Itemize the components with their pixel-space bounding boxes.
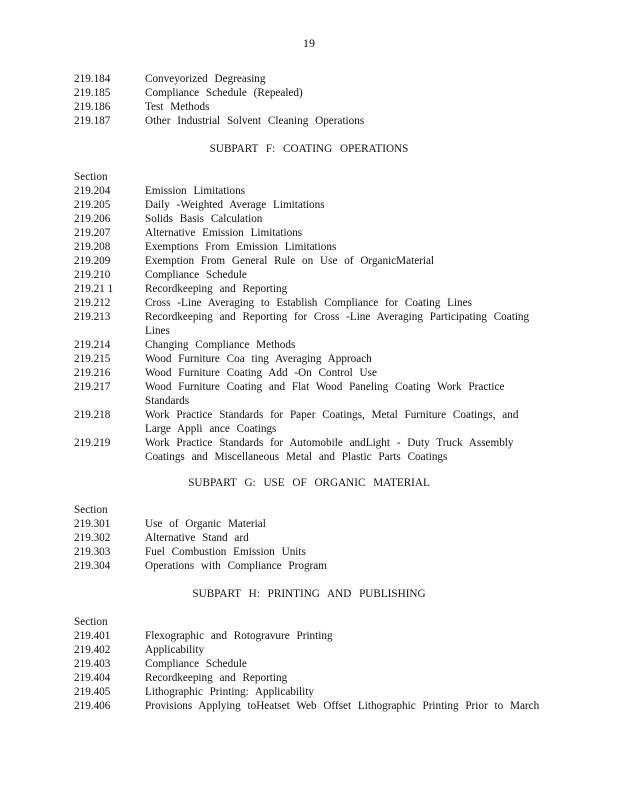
list-item bbox=[74, 352, 544, 366]
section-title: Wood Furniture Coa ting Averaging Approach bbox=[145, 353, 372, 365]
subpart-f-list bbox=[74, 170, 544, 464]
list-item bbox=[74, 254, 544, 268]
list-item bbox=[74, 366, 544, 380]
list-item bbox=[74, 296, 544, 310]
section-number: 219.301 bbox=[74, 518, 111, 530]
list-item bbox=[74, 517, 544, 531]
section-number: 219.21 1 bbox=[74, 283, 114, 295]
list-item bbox=[74, 380, 544, 408]
list-item bbox=[74, 198, 544, 212]
section-title: Use of Organic Material bbox=[145, 518, 266, 530]
section-title: Operations with Compliance Program bbox=[145, 560, 327, 572]
section-title: Recordkeeping and Reporting bbox=[145, 283, 288, 295]
subpart-h-list bbox=[74, 615, 544, 713]
section-title: Wood Furniture Coating Add -On Control Use bbox=[145, 367, 377, 379]
list-item bbox=[74, 310, 544, 338]
section-title: Exemptions From Emission Limitations bbox=[145, 241, 337, 253]
list-item bbox=[74, 268, 544, 282]
section-number: 219.208 bbox=[74, 241, 111, 253]
list-item bbox=[74, 114, 544, 128]
list-item bbox=[74, 545, 544, 559]
section-number: 219.214 bbox=[74, 339, 111, 351]
section-number: 219.302 bbox=[74, 532, 111, 544]
list-item bbox=[74, 72, 544, 86]
section-number: 219.187 bbox=[74, 115, 111, 127]
subpart-g-list bbox=[74, 503, 544, 573]
section-title: Provisions Applying toHeatset Web Offset Lithographic Printing Prior to March bbox=[145, 700, 540, 712]
section-number: 219.207 bbox=[74, 227, 111, 239]
section-title: Solids Basis Calculation bbox=[145, 213, 263, 225]
list-item bbox=[74, 184, 544, 198]
list-item bbox=[74, 436, 544, 464]
section-number: 219.185 bbox=[74, 87, 111, 99]
section-number: 219.218 bbox=[74, 409, 111, 421]
section-number: 219.403 bbox=[74, 658, 111, 670]
section-title: Emission Limitations bbox=[145, 185, 246, 197]
section-number: 219.206 bbox=[74, 213, 111, 225]
section-title: Alternative Stand ard bbox=[145, 532, 249, 544]
subpart-h-heading: SUBPART H: PRINTING AND PUBLISHING bbox=[192, 588, 426, 600]
section-number: 219.404 bbox=[74, 672, 111, 684]
list-item bbox=[74, 657, 544, 671]
section-number: 219.213 bbox=[74, 311, 111, 323]
section-number: 219.402 bbox=[74, 644, 111, 656]
section-number: 219.212 bbox=[74, 297, 111, 309]
section-title: Recordkeeping and Reporting bbox=[145, 672, 288, 684]
section-number: 219.215 bbox=[74, 353, 111, 365]
section-number: 219.303 bbox=[74, 546, 111, 558]
section-title: Flexographic and Rotogravure Printing bbox=[145, 630, 333, 642]
section-title: Lithographic Printing: Applicability bbox=[145, 686, 314, 698]
section-number: 219.217 bbox=[74, 381, 111, 393]
section-title: Alternative Emission Limitations bbox=[145, 227, 303, 239]
top-section-list bbox=[74, 72, 544, 128]
section-title: Other Industrial Solvent Cleaning Operations bbox=[145, 115, 365, 127]
section-number: 219.186 bbox=[74, 101, 111, 113]
section-number: 219.204 bbox=[74, 185, 111, 197]
list-item bbox=[74, 226, 544, 240]
list-item bbox=[74, 699, 544, 713]
section-label: Section bbox=[74, 504, 108, 516]
list-item bbox=[74, 559, 544, 573]
section-title: Changing Compliance Methods bbox=[145, 339, 296, 351]
section-title: Applicability bbox=[145, 644, 205, 656]
subpart-f-heading: SUBPART F: COATING OPERATIONS bbox=[209, 143, 409, 155]
list-item bbox=[74, 240, 544, 254]
section-label: Section bbox=[74, 171, 108, 183]
list-item bbox=[74, 531, 544, 545]
section-title: Exemption From General Rule on Use of OrganicMaterial bbox=[145, 255, 435, 267]
section-title: Work Practice Standards for Automobile andLight - Duty Truck Assembly Coatings and Miscellaneous Metal and Plastic Parts Coatings bbox=[145, 437, 514, 463]
section-title: Compliance Schedule bbox=[145, 658, 247, 670]
section-title: Work Practice Standards for Paper Coatings, Metal Furniture Coatings, and Large Appli ance Coatings bbox=[145, 409, 519, 435]
list-item bbox=[74, 671, 544, 685]
section-title: Test Methods bbox=[145, 101, 210, 113]
section-title: Recordkeeping and Reporting for Cross -Line Averaging Participating Coating Lines bbox=[145, 311, 530, 337]
section-title: Compliance Schedule (Repealed) bbox=[145, 87, 303, 99]
list-item bbox=[74, 282, 544, 296]
list-item bbox=[74, 212, 544, 226]
page-number: 19 bbox=[303, 36, 315, 50]
section-number: 219.210 bbox=[74, 269, 111, 281]
list-item bbox=[74, 86, 544, 100]
section-number: 219.304 bbox=[74, 560, 111, 572]
section-number: 219.219 bbox=[74, 437, 111, 449]
section-number: 219.205 bbox=[74, 199, 111, 211]
section-title: Compliance Schedule bbox=[145, 269, 247, 281]
section-number: 219.209 bbox=[74, 255, 111, 267]
section-number: 219.405 bbox=[74, 686, 111, 698]
section-number: 219.406 bbox=[74, 700, 111, 712]
section-title: Cross -Line Averaging to Establish Compliance for Coating Lines bbox=[145, 297, 472, 309]
list-item bbox=[74, 643, 544, 657]
section-label: Section bbox=[74, 616, 108, 628]
list-item bbox=[74, 338, 544, 352]
section-title: Fuel Combustion Emission Units bbox=[145, 546, 306, 558]
list-item bbox=[74, 408, 544, 436]
list-item bbox=[74, 629, 544, 643]
list-item bbox=[74, 100, 544, 114]
section-number: 219.216 bbox=[74, 367, 111, 379]
section-number: 219.401 bbox=[74, 630, 111, 642]
section-title: Wood Furniture Coating and Flat Wood Paneling Coating Work Practice Standards bbox=[145, 381, 505, 407]
section-number: 219.184 bbox=[74, 73, 111, 85]
list-item bbox=[74, 685, 544, 699]
section-title: Conveyorized Degreasing bbox=[145, 73, 266, 85]
section-title: Daily -Weighted Average Limitations bbox=[145, 199, 325, 211]
subpart-g-heading: SUBPART G: USE OF ORGANIC MATERIAL bbox=[188, 477, 430, 489]
